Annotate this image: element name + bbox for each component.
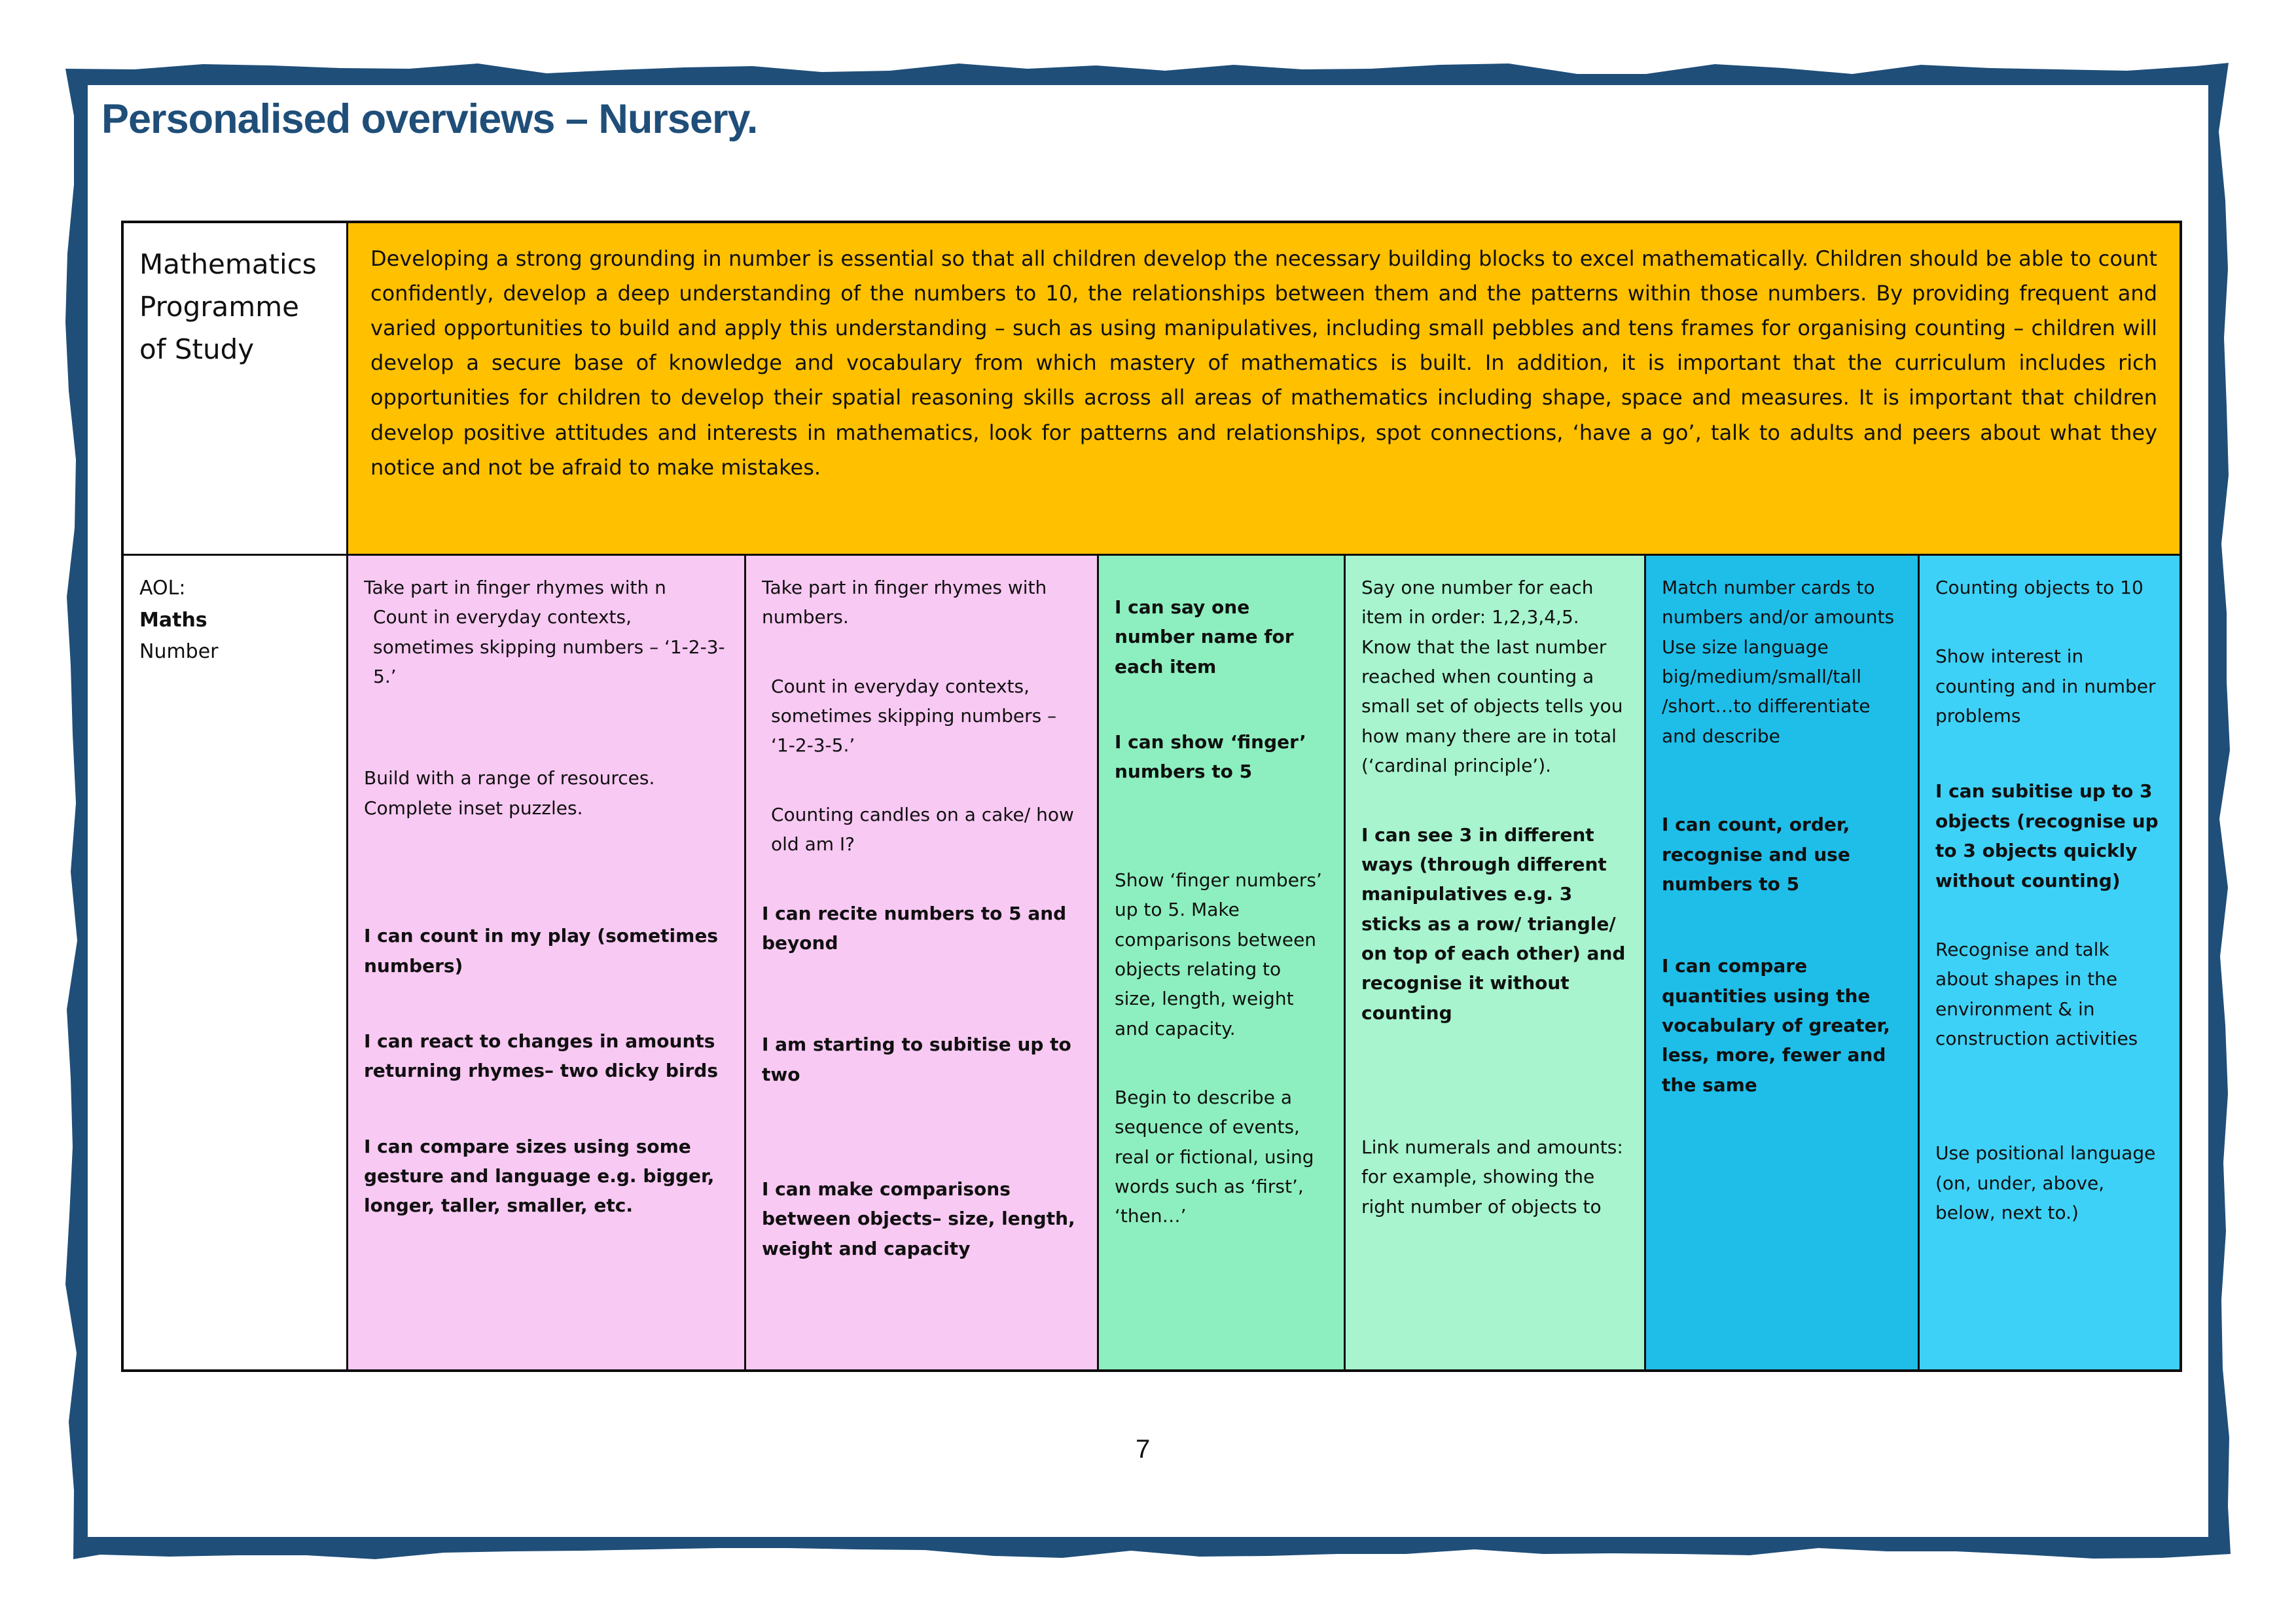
column-6-item: Show interest in counting and in number problems (1935, 645, 2156, 727)
column-6-item: Use positional language (on, under, above, below, next to.) (1935, 1142, 2156, 1224)
table-column-6 (1920, 556, 2179, 1369)
column-1-item: Count in everyday contexts, sometimes skipping numbers – ‘1-2-3-5.’ (373, 606, 725, 688)
column-3-item: Show ‘finger numbers’ up to 5. Make comparisons between objects relating to size, length, weight and capacity. (1115, 869, 1322, 1039)
column-5-item: I can compare quantities using the vocabulary of greater, less, more, fewer and the same (1662, 955, 1890, 1096)
column-5-item: Match number cards to numbers and/or amounts (1662, 577, 1895, 628)
aol-header-cell (124, 556, 346, 1369)
programme-of-study-description-cell (348, 223, 2179, 554)
column-1-item: I can count in my play (sometimes numbers) (364, 925, 718, 977)
column-3-item: Begin to describe a sequence of events, real or fictional, using words such as ‘first’, ‘then…’ (1115, 1086, 1314, 1227)
column-2-item: I am starting to subitise up to two (762, 1034, 1071, 1085)
column-5-item: Use size language big/medium/small/tall /short…to differentiate and describe (1662, 636, 1871, 747)
column-6-item: I can subitise up to 3 objects (recognise up to 3 objects quickly without counting) (1935, 780, 2159, 892)
column-6-item: Counting objects to 10 (1935, 577, 2144, 598)
programme-of-study-label: Mathematics Programme of Study (139, 248, 317, 366)
aol-label: AOL: (139, 577, 186, 600)
programme-of-study-header-cell (124, 223, 346, 554)
table-column-3 (1099, 556, 1344, 1369)
column-3-item: I can say one number name for each item (1115, 596, 1294, 677)
column-4-item: I can see 3 in different ways (through different manipulatives e.g. 3 sticks as a row/ triangle/ on top of each other) and recognise it without counting (1361, 823, 1626, 1024)
column-1-item: I can compare sizes using some gesture and language e.g. bigger, longer, taller, smaller, etc. (364, 1135, 715, 1217)
column-1-item: I can react to changes in amounts returning rhymes– two dicky birds (364, 1030, 719, 1082)
column-3-item: I can show ‘finger’ numbers to 5 (1115, 731, 1306, 783)
column-2-item: I can make comparisons between objects– size, length, weight and capacity (762, 1178, 1075, 1259)
page-number: 7 (1136, 1435, 1151, 1464)
table-column-5 (1646, 556, 1918, 1369)
page-title: Personalised overviews – Nursery. (101, 96, 758, 142)
column-2-item: Counting candles on a cake/ how old am I? (771, 803, 1074, 856)
aol-subject: Maths (139, 608, 207, 632)
programme-of-study-text: Developing a strong grounding in number is essential so that all children develop the necessary building blocks to excel mathematically. Children should be able to count confidently, develop a deep understanding of the numbers to 10, the relationships between them and the patterns within those numbers. By providing frequent and varied opportunities to build and apply this understanding – such as using manipulatives, including small pebbles and tens frames for organising counting – children will develop a secure base of knowledge and vocabulary from which mastery of mathematics is built. In addition, it is important that the curriculum includes rich opportunities for children to develop their spatial reasoning skills across all areas of mathematics including shape, space and measures. It is important that children develop positive attitudes and interests in mathematics, look for patterns and relationships, spot connections, ‘have a go’, talk to adults and peers about what they notice and not be afraid to make mistakes. (370, 246, 2157, 480)
curriculum-table (121, 221, 2182, 1372)
column-1-item: Take part in finger rhymes with n (364, 577, 666, 598)
column-6-item: Recognise and talk about shapes in the environment & in construction activities (1935, 938, 2138, 1049)
column-2-item: I can recite numbers to 5 and beyond (762, 902, 1067, 954)
column-2-item: Count in everyday contexts, sometimes skipping numbers – ‘1-2-3-5.’ (771, 675, 1057, 757)
aol-strand: Number (139, 640, 219, 664)
table-column-4 (1346, 556, 1644, 1369)
column-1-item: Build with a range of resources. Complete inset puzzles. (364, 767, 655, 819)
table-column-1 (348, 556, 744, 1369)
table-column-2 (746, 556, 1097, 1369)
column-4-item: Link numerals and amounts: for example, showing the right number of objects to (1361, 1136, 1623, 1218)
column-5-item: I can count, order, recognise and use numbers to 5 (1662, 814, 1850, 895)
column-4-item: Say one number for each item in order: 1,2,3,4,5. Know that the last number reached when counting a small set of objects tells you how many there are in total (‘cardinal principle’). (1361, 577, 1623, 777)
column-2-item: Take part in finger rhymes with numbers. (762, 577, 1047, 628)
